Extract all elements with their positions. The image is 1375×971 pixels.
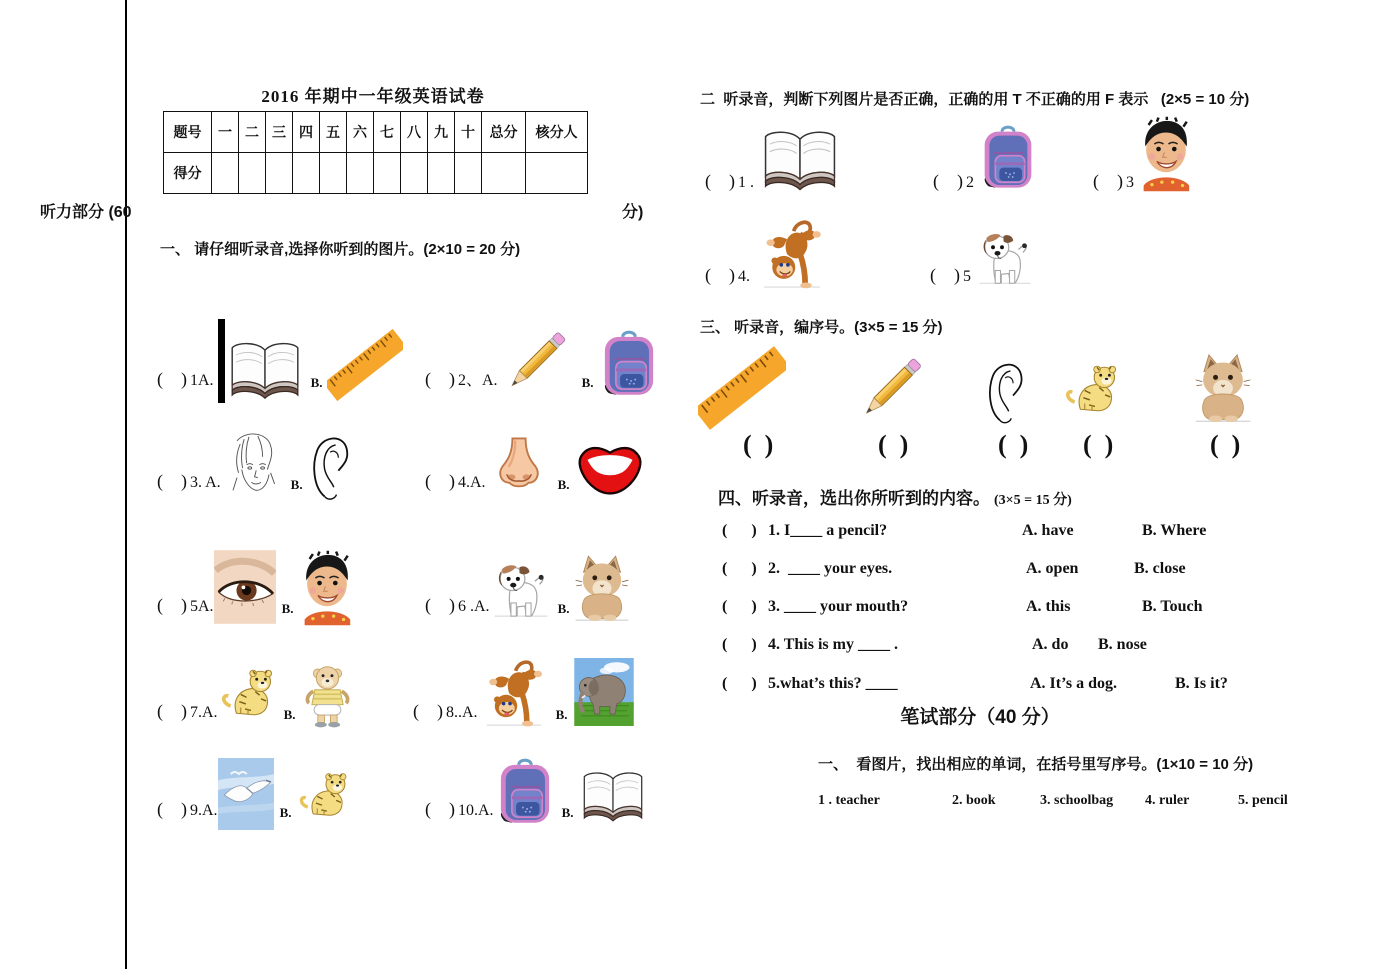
section4-item-3 [722, 598, 1322, 628]
question-number: 3. A. [190, 474, 221, 492]
answer-bracket: ( ) [157, 701, 187, 722]
answer-bracket: ( ) [878, 430, 909, 459]
score-cell [320, 153, 347, 194]
section4-item-1 [722, 522, 1322, 552]
item-text: 1. I____ a pencil? [768, 522, 888, 539]
section2-item-3 [1093, 112, 1195, 196]
question-4 [425, 434, 646, 504]
item-number: 1 . [738, 174, 754, 192]
option-a: A. this [1026, 598, 1071, 615]
monkey-icon [478, 658, 550, 730]
answer-bracket: ( ) [157, 799, 187, 820]
answer-bracket: ( ) [157, 595, 187, 616]
dog-photo-icon [490, 556, 552, 622]
score-table-score-row [164, 153, 588, 194]
cat-photo-icon [574, 548, 630, 630]
section2-row [705, 214, 1125, 292]
item-text: 2. ____ your eyes. [768, 560, 893, 577]
elephant-photo-icon [572, 658, 636, 726]
section1-row [157, 652, 682, 730]
score-cell [526, 153, 588, 194]
question-number: 6 .A. [458, 598, 490, 616]
option-b-label: B. [557, 476, 570, 492]
score-cell [239, 153, 266, 194]
section2-item-2 [933, 118, 1093, 196]
cat-photo-icon [1194, 346, 1252, 432]
question-3 [157, 428, 425, 504]
schoolbag-icon [494, 752, 556, 830]
answer-bracket: ( ) [930, 265, 960, 286]
option-b-label: B. [581, 374, 594, 390]
listening-part-label-end: 分) [622, 204, 644, 221]
score-cell [455, 153, 482, 194]
question-9 [157, 758, 425, 830]
answer-bracket: ( ) [1093, 171, 1123, 192]
item-text: 4. This is my ____ . [768, 636, 898, 653]
option-b-label: B. [561, 804, 574, 820]
item-number: 4. [738, 268, 750, 286]
ear-icon [984, 356, 1028, 428]
section3-title: 三、 听录音，编序号。(3×5 = 15 分) [700, 319, 943, 336]
question-number: 8..A. [446, 704, 478, 722]
section2-title: 二 听录音，判断下列图片是否正确，正确的用 T 不正确的用 F 表示 (2×5 = 10 分) [700, 91, 1250, 108]
answer-bracket: ( ) [157, 369, 187, 390]
ear-icon [308, 430, 354, 504]
answer-bracket: ( ) [1083, 430, 1114, 459]
monkey-icon [754, 218, 830, 292]
question-8 [413, 658, 636, 730]
schoolbag-icon [978, 118, 1038, 196]
question-number: 1A. [190, 372, 214, 390]
written-part-header: 笔试部分（40 分） [900, 707, 1060, 728]
answer-bracket: ( ) [705, 265, 735, 286]
answer-bracket: ( ) [425, 595, 455, 616]
item-text: 3. ____ your mouth? [768, 598, 909, 615]
ruler-icon [327, 327, 403, 403]
option-b: B. Where [1142, 522, 1207, 539]
answer-bracket: ( ) [722, 675, 757, 692]
question-2 [425, 323, 660, 403]
col-header: 七 [374, 112, 401, 153]
col-header: 三 [266, 112, 293, 153]
answer-bracket: ( ) [425, 471, 455, 492]
bear-icon [300, 660, 352, 730]
option-a: A. It’s a dog. [1030, 675, 1117, 692]
col-header: 总分 [482, 112, 526, 153]
word-list [818, 793, 1298, 815]
section2-item-4 [705, 218, 930, 292]
question-number: 5A. [190, 598, 214, 616]
score-table-header-row [164, 112, 588, 153]
section4-item-4 [722, 636, 1322, 666]
schoolbag-icon [598, 323, 660, 403]
score-cell [212, 153, 239, 194]
answer-bracket: ( ) [722, 522, 757, 539]
item-text: 5.what’s this? ____ [768, 675, 898, 692]
answer-bracket: ( ) [722, 560, 757, 577]
question-number: 9.A. [190, 802, 218, 820]
nose-icon [486, 434, 552, 492]
tiger-icon [296, 768, 352, 822]
score-cell [482, 153, 526, 194]
option-b-label: B. [555, 706, 568, 722]
option-b-label: B. [283, 706, 296, 722]
option-b-label: B. [279, 804, 292, 820]
question-number: 2、A. [458, 372, 498, 390]
question-number: 7.A. [190, 704, 218, 722]
question-1 [157, 319, 425, 403]
section3-images-row [698, 340, 1258, 432]
answer-bracket: ( ) [425, 799, 455, 820]
open-book-icon [758, 126, 842, 196]
col-header: 五 [320, 112, 347, 153]
question-number: 4.A. [458, 474, 486, 492]
ruler-icon [698, 344, 786, 432]
word-item: 4. ruler [1145, 793, 1190, 808]
answer-bracket: ( ) [157, 471, 187, 492]
black-bar [218, 319, 225, 403]
question-5 [157, 546, 425, 630]
answer-bracket: ( ) [722, 636, 757, 653]
col-header: 核分人 [526, 112, 588, 153]
open-book-icon [578, 768, 648, 826]
col-header: 一 [212, 112, 239, 153]
score-cell [347, 153, 374, 194]
section1-row [157, 548, 682, 630]
score-cell [401, 153, 428, 194]
section3-brackets-row [698, 430, 1258, 472]
question-7 [157, 660, 413, 730]
score-cell [266, 153, 293, 194]
col-header: 十 [455, 112, 482, 153]
answer-bracket: ( ) [1210, 430, 1241, 459]
eye-photo-icon [214, 550, 276, 624]
page-margin-line [125, 0, 127, 969]
section4-score: (3×5 = 15 分) [994, 493, 1072, 508]
section2-item-1 [705, 126, 933, 196]
option-b-label: B. [557, 600, 570, 616]
answer-bracket: ( ) [413, 701, 443, 722]
question-6 [425, 548, 630, 630]
option-a: A. have [1022, 522, 1074, 539]
tiger-icon [218, 664, 278, 722]
section1-row [157, 752, 682, 830]
option-b-label: B. [290, 476, 303, 492]
answer-bracket: ( ) [998, 430, 1029, 459]
seagull-photo-icon [218, 758, 274, 830]
word-item: 3. schoolbag [1040, 793, 1114, 808]
score-cell [293, 153, 320, 194]
option-b: B. Is it? [1175, 675, 1228, 692]
question-10 [425, 752, 648, 830]
score-cell [428, 153, 455, 194]
item-number: 2 [966, 174, 974, 192]
pencil-icon [852, 348, 932, 432]
section1-row [157, 305, 682, 403]
score-cell [374, 153, 401, 194]
col-header: 六 [347, 112, 374, 153]
tiger-icon [1062, 360, 1122, 418]
section4-title [718, 484, 1072, 509]
exam-title: 2016 年期中一年级英语试卷 [261, 87, 485, 106]
item-number: 5 [963, 268, 971, 286]
option-b: B. close [1134, 560, 1186, 577]
word-item: 2. book [952, 793, 996, 808]
col-header: 四 [293, 112, 320, 153]
section2-item-5 [930, 224, 1035, 292]
col-header: 二 [239, 112, 266, 153]
option-b: B. Touch [1142, 598, 1203, 615]
score-row-label: 得分 [164, 153, 212, 194]
option-b-label: B. [310, 374, 323, 390]
pencil-icon [498, 323, 576, 403]
girl-photo-icon [1137, 112, 1195, 196]
option-b: B. nose [1098, 636, 1147, 653]
section2-row [705, 112, 1265, 196]
section1-title: 一、 请仔细听录音,选择你听到的图片。(2×10 = 20 分) [160, 241, 521, 258]
answer-bracket: ( ) [425, 369, 455, 390]
mouth-icon [574, 436, 646, 500]
section1-row [157, 424, 682, 504]
question-number: 10.A. [458, 802, 494, 820]
option-a: A. do [1032, 636, 1069, 653]
listening-part-label: 听力部分 (60 [40, 204, 132, 221]
written-section1-title: 一、 看图片，找出相应的单词，在括号里写序号。(1×10 = 10 分) [818, 756, 1254, 773]
item-number: 3 [1126, 174, 1134, 192]
girl-photo-icon [298, 546, 356, 630]
col-header: 题号 [164, 112, 212, 153]
open-book-icon [225, 339, 305, 403]
answer-bracket: ( ) [743, 430, 774, 459]
section4-item-2 [722, 560, 1322, 590]
option-b-label: B. [281, 600, 294, 616]
answer-bracket: ( ) [705, 171, 735, 192]
word-item: 5. pencil [1238, 793, 1288, 808]
section4-title-text: 四、听录音，选出你所听到的内容。 [718, 489, 990, 508]
answer-bracket: ( ) [933, 171, 963, 192]
section4-item-5 [722, 675, 1322, 705]
score-table [163, 111, 588, 194]
face-sketch-icon [221, 428, 285, 504]
col-header: 九 [428, 112, 455, 153]
dog-photo-icon [975, 224, 1035, 290]
word-item: 1 . teacher [818, 793, 880, 808]
option-a: A. open [1026, 560, 1079, 577]
answer-bracket: ( ) [722, 598, 757, 615]
col-header: 八 [401, 112, 428, 153]
